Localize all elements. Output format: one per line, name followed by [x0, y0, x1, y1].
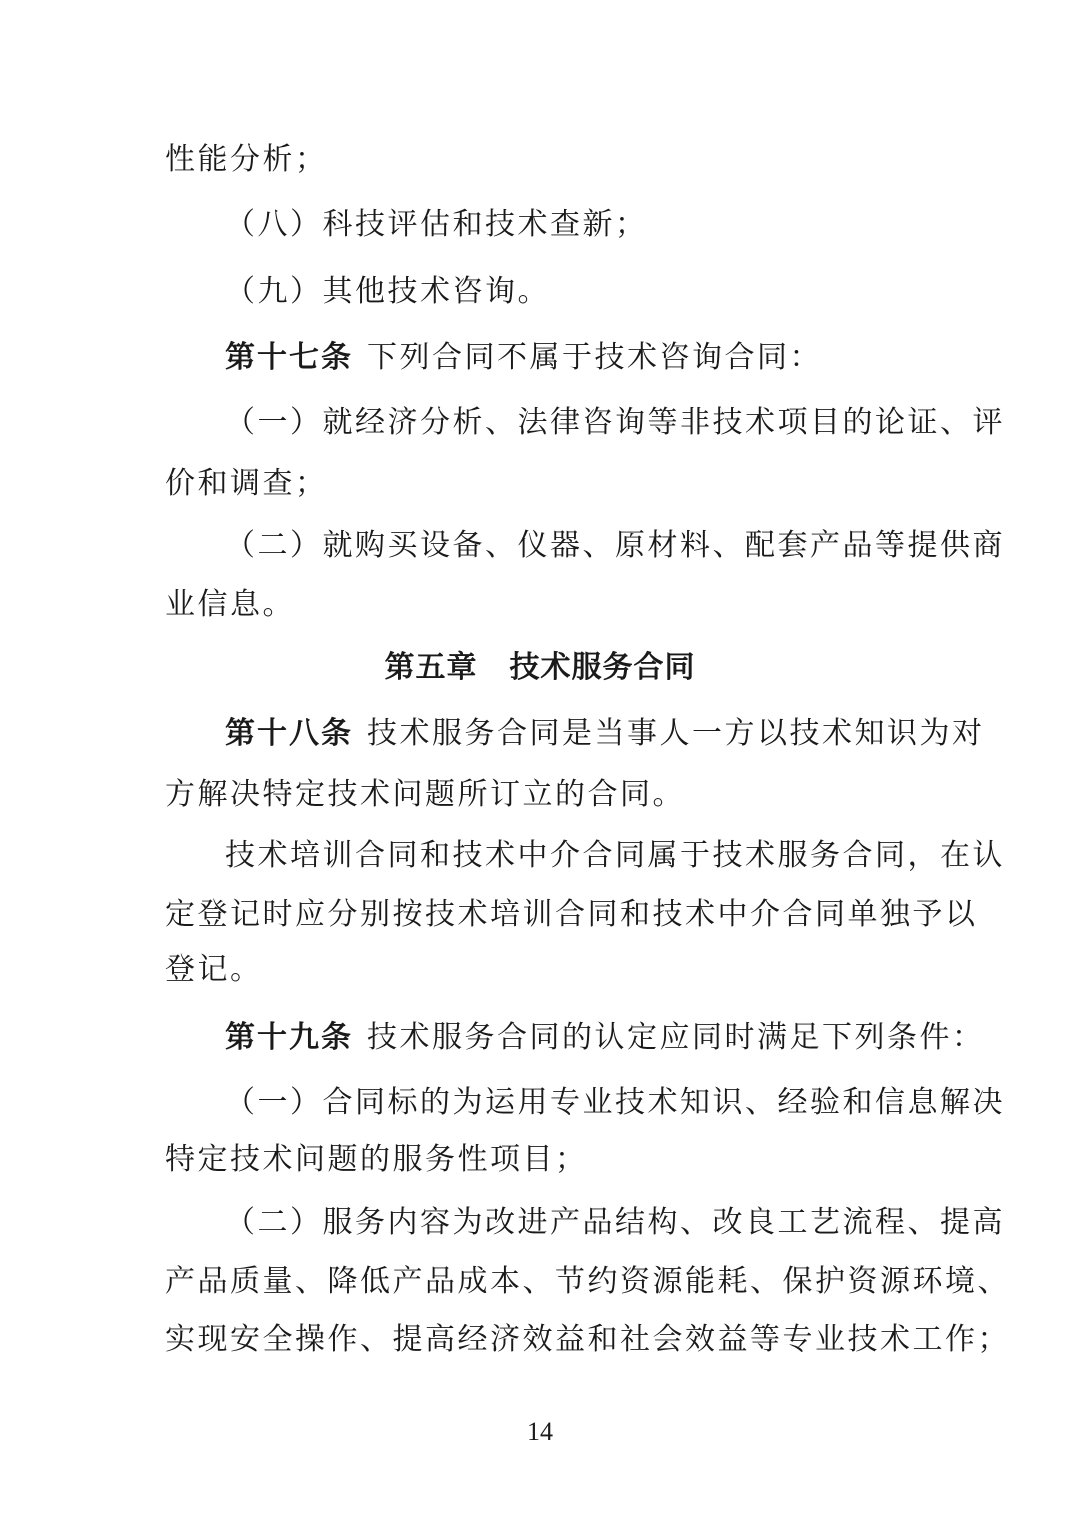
chapter-heading: [0, 648, 1080, 688]
list-item-2: （二）就购买设备、仪器、原材料、配套产品等提供商: [225, 528, 1005, 563]
article-number: 第十九条: [225, 1020, 353, 1055]
text-line: 产品质量、降低产品成本、节约资源能耗、保护资源环境、: [165, 1264, 1010, 1299]
page-number: 14: [527, 1417, 553, 1446]
article-text: 技术服务合同的认定应同时满足下列条件：: [367, 1020, 985, 1055]
text-line: 特定技术问题的服务性项目；: [165, 1142, 588, 1177]
article-text: 下列合同不属于技术咨询合同：: [367, 340, 822, 375]
article-17-heading: [225, 338, 917, 378]
list-item-2: （二）服务内容为改进产品结构、改良工艺流程、提高: [225, 1205, 1005, 1240]
list-item-1: （一）就经济分析、法律咨询等非技术项目的论证、评: [225, 405, 1005, 440]
chapter-title: 技术服务合同: [509, 650, 696, 685]
text-line: 业信息。: [165, 587, 295, 622]
text-line: 方解决特定技术问题所订立的合同。: [165, 777, 685, 812]
text-line: 登记。: [165, 952, 263, 987]
text-line: 定登记时应分别按技术培训合同和技术中介合同单独予以: [165, 897, 978, 932]
text-line: 性能分析；: [165, 142, 328, 177]
paragraph-line: 技术培训合同和技术中介合同属于技术服务合同，在认: [225, 838, 1005, 873]
article-text: 技术服务合同是当事人一方以技术知识为对: [367, 716, 985, 751]
text-line: 价和调查；: [165, 466, 328, 501]
list-item-1: （一）合同标的为运用专业技术知识、经验和信息解决: [225, 1085, 1005, 1120]
article-18-heading: [225, 714, 985, 754]
article-number: 第十八条: [225, 716, 353, 751]
list-item-9: （九）其他技术咨询。: [225, 274, 550, 309]
article-number: 第十七条: [225, 340, 353, 375]
article-19-heading: [225, 1018, 985, 1058]
chapter-number: 第五章: [384, 650, 478, 685]
text-line: 实现安全操作、提高经济效益和社会效益等专业技术工作；: [165, 1322, 1010, 1357]
list-item-8: （八）科技评估和技术查新；: [225, 207, 648, 242]
